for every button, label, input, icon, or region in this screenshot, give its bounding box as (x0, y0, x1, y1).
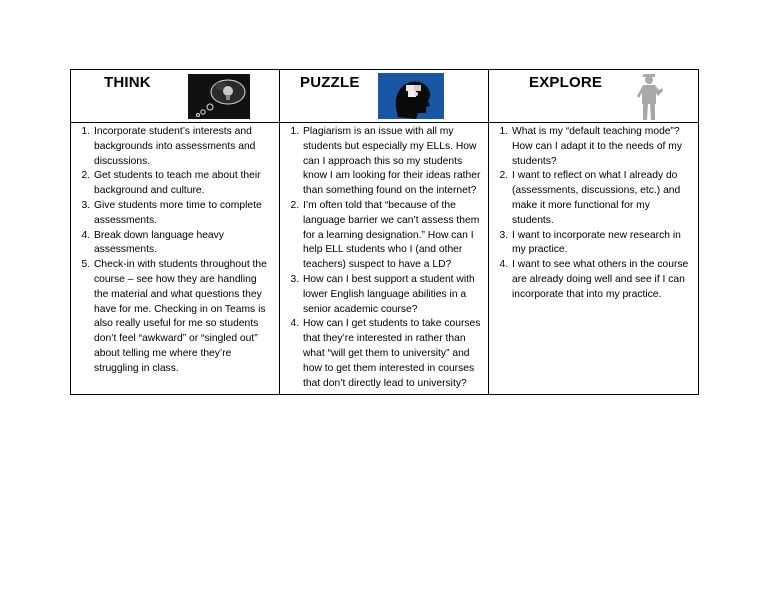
list-item: 5. Check-in with students throughout the course – see how they are handling the material and what questions they have for me. Checking in on Teams is also really useful for me so students don’t feel “awkward” or “singled out” about telling me where they’re struggling in class. (93, 258, 273, 376)
list-item: 1. What is my “default teaching mode”? How can I adapt it to the needs of my students? (511, 125, 692, 169)
think-list (71, 123, 279, 380)
thought-bubble-lightbulb-image (188, 74, 250, 119)
think-header-cell (71, 70, 280, 123)
puzzle-list (280, 123, 488, 394)
list-item: 4. How can I get students to take courses that they’re interested in rather than what “will get them to university” and how to get them interested in courses that don’t directly lead to university? (302, 317, 482, 391)
list-item: 1. Plagiarism is an issue with all my students but especially my ELLs. How can I approach this so my students know I am looking for their ideas rather than something found on the internet? (302, 125, 482, 199)
puzzle-cell (280, 123, 489, 395)
list-item: 1. Incorporate student’s interests and backgrounds into assessments and discussions. (93, 125, 273, 169)
list-item: 4. Break down language heavy assessments. (93, 229, 273, 259)
explore-header-cell (489, 70, 699, 123)
list-item: 2. Get students to teach me about their background and culture. (93, 169, 273, 199)
think-puzzle-explore-table (70, 69, 699, 395)
list-item: 3. How can I best support a student with lower English language abilities in a senior academic course? (302, 273, 482, 317)
content-row (71, 123, 699, 395)
think-cell (71, 123, 280, 395)
think-heading: THINK (104, 74, 151, 91)
puzzle-heading: PUZZLE (300, 74, 360, 91)
list-item: 3. Give students more time to complete assessments. (93, 199, 273, 229)
explore-heading: EXPLORE (529, 74, 603, 91)
list-item: 2. I want to reflect on what I already do (assessments, discussions, etc.) and make it more functional for my students. (511, 169, 692, 228)
list-item: 2. I’m often told that “because of the language barrier we can’t assess them for a learning designation.” How can I help ELL students who I (and other teachers) suspect to have a LD? (302, 199, 482, 273)
puzzle-header-cell (280, 70, 489, 123)
header-row (71, 70, 699, 123)
explore-list (489, 123, 698, 306)
explore-cell (489, 123, 699, 395)
list-item: 3. I want to incorporate new research in my practice. (511, 229, 692, 259)
list-item: 4. I want to see what others in the course are already doing well and see if I can incorporate that into my practice. (511, 258, 692, 302)
puzzle-head-image (378, 73, 444, 119)
explorer-silhouette-image (635, 72, 663, 122)
